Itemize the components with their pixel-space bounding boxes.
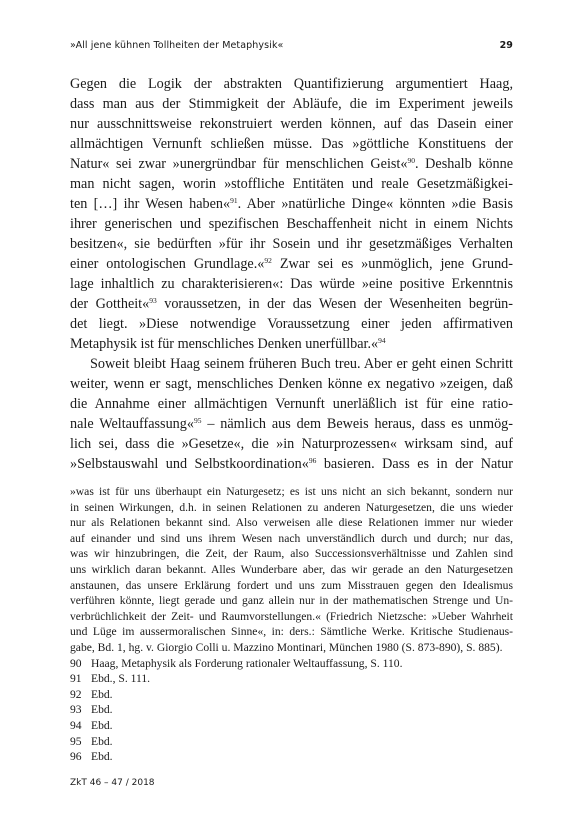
page-number: 29 [499, 40, 513, 51]
footnote-ref-93[interactable]: 93 [149, 296, 157, 305]
footnote-line: in seinen Wirkungen, d.h. in seinen Relationen zu anderen Naturgesetzen, die uns wieder [70, 500, 513, 514]
text-line: Metaphysik ist für menschliches Denken unerfüllbar.«$^{94}$ [70, 336, 386, 352]
footnote-line: »was ist für uns überhaupt ein Naturgesetz; es ist uns nicht an sich bekannt, sondern nur [70, 485, 513, 498]
journal-footer: ZkT 46 – 47 / 2018 [70, 778, 155, 788]
footnote-line: was wir hinzubringen, die Zeit, der Raum, also Successionsverhältnisse und Zahlen sind [70, 547, 513, 561]
text-line: det liegt. »Diese notwendige Voraussetzung einer jeden affirmativen [70, 316, 513, 332]
text-line: besitzen«, sie bedürften »für ihr Sosein und ihr gesetzmäßiges Verhalten [70, 236, 513, 252]
footnote-continuation [70, 484, 513, 656]
footnote-95 [70, 734, 513, 750]
text-line: ten […] ihr Wesen haben«$^{91}$. Aber »natürliche Dinge« könnten »die Basis [70, 196, 513, 212]
text-line: ihrer generischen und spezifischen Beschaffenheit nicht in einem Nichts [70, 216, 513, 232]
footnote-94 [70, 718, 513, 734]
text-line: Gegen die Logik der abstrakten Quantifizierung argumentiert Haag, [70, 76, 513, 92]
text-line: lich sei, dass die »Gesetze«, die »in Naturprozessen« wirksam sind, auf [70, 436, 513, 452]
footnote-text: Ebd. [91, 750, 113, 764]
footnote-number: 90 [70, 656, 82, 670]
main-text [70, 74, 513, 474]
footnote-90 [70, 656, 513, 672]
footnote-ref-90[interactable]: 90 [407, 156, 415, 165]
text-line: weiter, wenn er sagt, menschliches Denken könne ex negativo »zeigen, daß [70, 376, 513, 392]
footnote-93 [70, 702, 513, 718]
footnote-96 [70, 749, 513, 765]
text-line: die Annahme einer allmächtigen Vernunft unerläßlich ist für eine ratio- [70, 396, 513, 412]
text-line: der Gottheit«$^{93}$ voraussetzen, in der das Wesen der Wesenheiten begrün- [70, 296, 513, 312]
footnote-line: verbrüchlichkeit der Zeit- und Raumvorstellungen.« (Friedrich Nietzsche: »Ueber Wahrheit [70, 609, 513, 623]
footnote-number: 93 [70, 703, 82, 717]
footnote-line: anstaunen, das unsere Erklärung fordert und uns zum Misstrauen gegen den Idealismus [70, 578, 513, 592]
footnote-line: gabe, Bd. 1, hg. v. Giorgio Colli u. Mazzino Montinari, München 1980 (S. 873-890), S. 885). [70, 640, 503, 654]
paragraph-2 [70, 354, 513, 474]
footnote-ref-94[interactable]: 94 [378, 336, 386, 345]
footnote-ref-92[interactable]: 92 [264, 256, 272, 265]
footnote-line: uns wirklich daran bekannt. Alles Wunderbare aber, das wir gerade an den Naturgesetzen [70, 562, 513, 576]
text-line: man nicht sagen, worin »stoffliche Entitäten und reale Gesetzmäßigkei- [70, 176, 513, 192]
footnote-text: Ebd. [91, 718, 113, 732]
footnote-number: 92 [70, 687, 82, 701]
footnote-91 [70, 671, 513, 687]
footnote-92 [70, 687, 513, 703]
text-line: einer ontologischen Grundlage.«$^{92}$ Zwar sei es »unmöglich, jene Grund- [70, 256, 513, 272]
footnote-line: nur als Relationen bekannt sind. Also verweisen alle diese Relationen immer nur wieder [70, 516, 513, 530]
running-head: »All jene kühnen Tollheiten der Metaphysik« [70, 40, 284, 51]
footnote-text: Ebd. [91, 687, 113, 701]
text-line: nale Weltauffassung«$^{95}$ – nämlich aus dem Beweis heraus, dass es unmög- [70, 416, 513, 432]
footnote-ref-96[interactable]: 96 [308, 456, 317, 465]
footnotes [70, 484, 513, 765]
text-line: dass man aus der Stimmigkeit der Abläufe, die im Experiment jeweils [70, 96, 513, 112]
footnote-ref-91[interactable]: 91 [230, 196, 238, 205]
text-line: Natur« sei zwar »unergründbar für menschlichen Geist«$^{90}$. Deshalb könne [70, 156, 513, 172]
paragraph-1 [70, 74, 513, 354]
text-line: allmächtigen Vernunft schließen müsse. Das »göttliche Konstituens der [70, 136, 513, 152]
text-line: »Selbstauswahl und Selbstkoordination«$^{96}$ basieren. Dass es in der Natur [70, 456, 514, 472]
text-line: lage inhaltlich zu charakterisieren«: Das würde »eine positive Erkenntnis [70, 276, 513, 292]
footnote-number: 95 [70, 734, 82, 748]
footnote-line: auf einander und sind uns ihrem Wesen nach unverständlich durch und durch; nur das, [70, 531, 513, 545]
text-line: Soweit bleibt Haag seinem früheren Buch treu. Aber er geht einen Schritt [90, 356, 513, 372]
footnote-number: 96 [70, 750, 82, 764]
footnote-ref-95[interactable]: 95 [193, 416, 202, 425]
footnote-text: Ebd., S. 111. [91, 672, 151, 686]
footnote-line: und Lüge im aussermoralischen Sinne«, in: ders.: Sämtliche Werke. Kritische Studienaus- [70, 625, 513, 639]
footnote-text: Ebd. [91, 734, 113, 748]
page-header [70, 40, 513, 56]
text-line: nur ausschnittsweise rekonstruiert werden können, auf das Dasein einer [70, 116, 513, 132]
footnote-text: Ebd. [91, 703, 113, 717]
footnote-line: verführen könnte, liegt gerade und ganz allein nur in der mathematischen Strenge und Un- [70, 594, 513, 608]
footnote-text: Haag, Metaphysik als Forderung rationaler Weltauffassung, S. 110. [91, 656, 403, 670]
footnote-number: 94 [70, 718, 82, 732]
footnote-number: 91 [70, 672, 82, 686]
